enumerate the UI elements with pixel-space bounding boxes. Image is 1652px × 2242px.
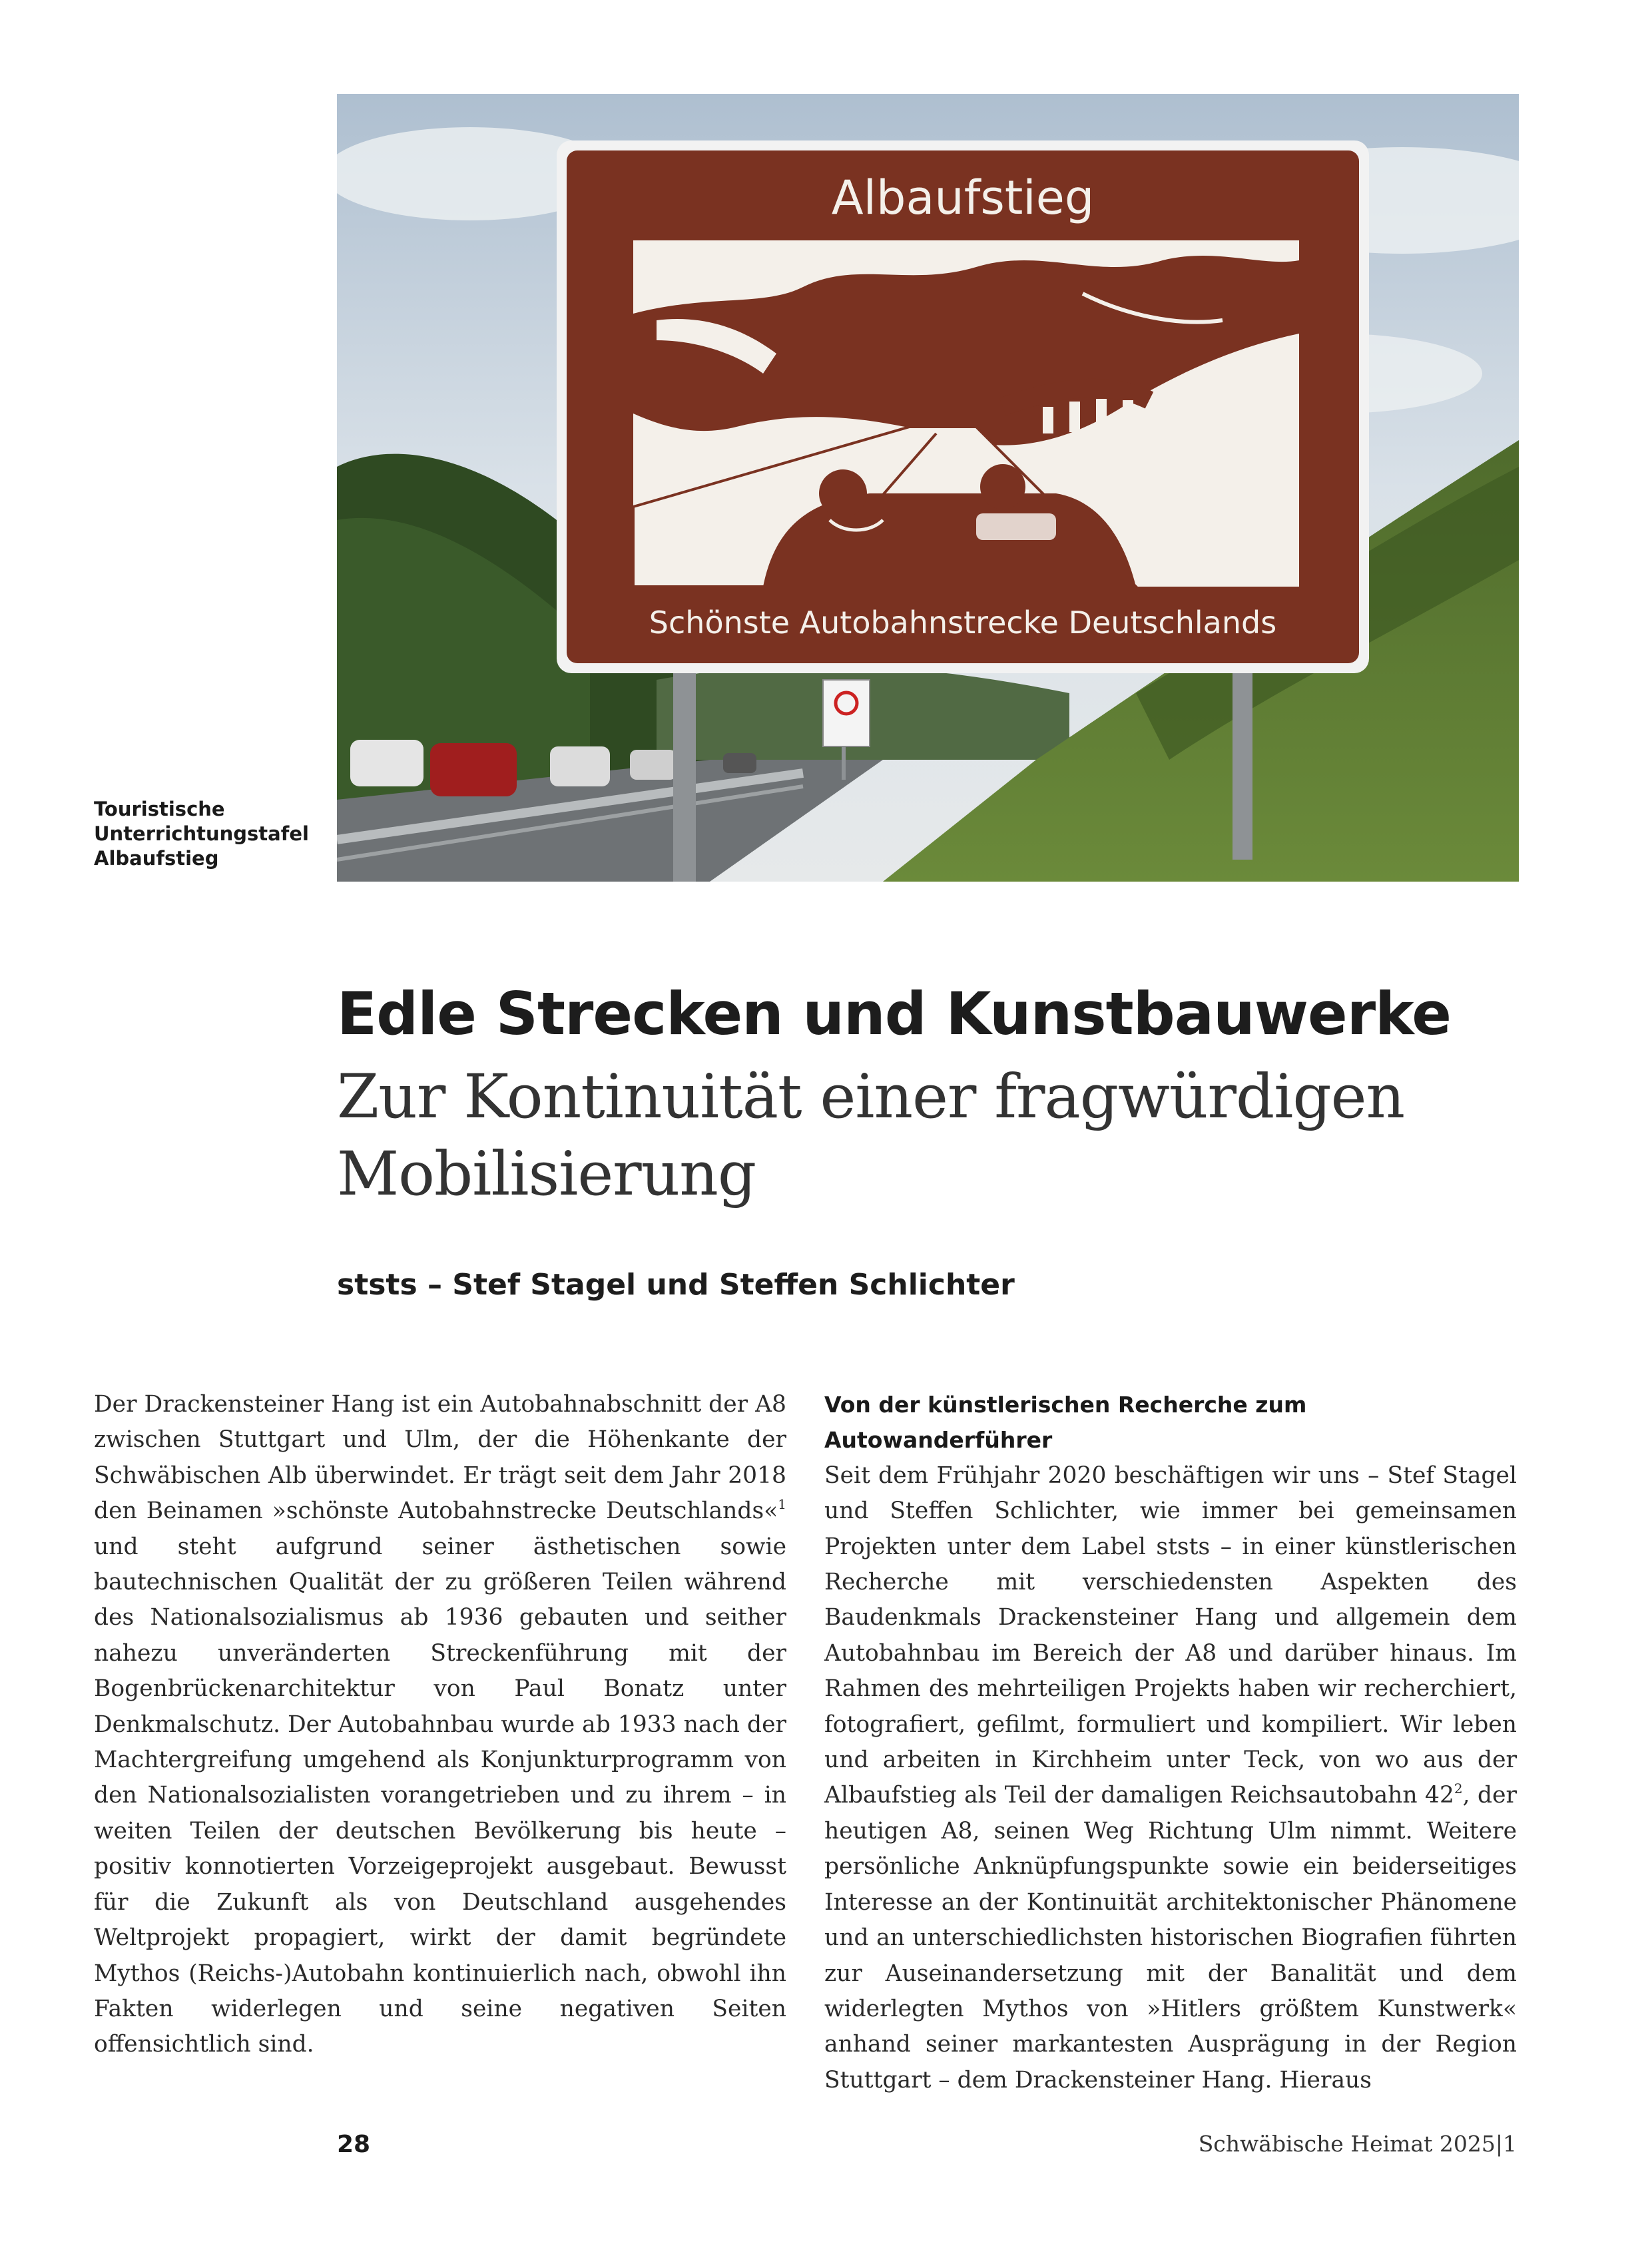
subtitle-line: Mobilisierung <box>337 1139 756 1209</box>
body-text: Seit dem Frühjahr 2020 beschäftigen wir uns – Stef Stagel und Steffen Schlichter, wie immer bei gemeinsamen Projekten unter dem Label ststs – in einer künstlerischen Recherche mit verschiedensten Aspekten des Baudenkmals Drackensteiner Hang und allgemein dem Autobahnbau im Bereich der A8 und darüber hinaus. Im Rahmen des mehrteiligen Projekts haben wir recherchiert, fotografiert, gefilmt, formuliert und kompiliert. Wir leben und arbeiten in Kirchheim unter Teck, von wo aus der Albaufstieg als Teil der damaligen Reichsautobahn 42 <box>824 1462 1517 1809</box>
caption-line: Unterrichtungstafel <box>94 822 309 845</box>
caption-line: Touristische <box>94 798 225 820</box>
footnote-ref: 2 <box>1454 1781 1463 1797</box>
article-title: Edle Strecken und Kunstbauwerke <box>337 980 1451 1048</box>
photo-caption <box>94 797 314 871</box>
section-heading: Von der künstlerischen Recherche zum Autowanderführer <box>824 1392 1307 1454</box>
body-paragraph <box>824 1458 1517 2098</box>
body-text: , der heutigen A8, seinen Weg Richtung Ulm nimmt. Weitere persönliche Anknüpfungspunkte sowie ein beiderseitiges Interesse an der Kontinuität architektonischer Phänomene und an unterschiedlichsten historischen Biografien führten zur Auseinandersetzung mit der Banalität und dem widerlegten Mythos von »Hitlers größtem Kunstwerk« anhand seiner markantesten Ausprägung in der Region Stuttgart – dem Drackensteiner Hang. Hieraus <box>824 1782 1517 2094</box>
magazine-issue: Schwäbische Heimat 2025|1 <box>1198 2131 1517 2157</box>
sign-subtitle: Schönste Autobahnstrecke Deutschlands <box>649 605 1277 641</box>
article-authors: ststs – Stef Stagel und Steffen Schlichter <box>337 1268 1015 1302</box>
footnote-ref: 1 <box>778 1496 786 1513</box>
page-number: 28 <box>337 2131 371 2158</box>
sign-title: Albaufstieg <box>831 170 1095 225</box>
body-text: Der Drackensteiner Hang ist ein Autobahnabschnitt der A8 zwischen Stuttgart und Ulm, der die Höhenkante der Schwäbischen Alb überwindet. Er trägt seit dem Jahr 2018 den Beinamen »schönste Autobahnstrecke Deutschlands« <box>94 1391 786 1525</box>
caption-line: Albaufstieg <box>94 847 219 870</box>
sign-photo <box>337 94 1519 882</box>
body-paragraph <box>94 1387 786 2063</box>
body-column-left <box>94 1387 786 2063</box>
subtitle-line: Zur Kontinuität einer fragwürdigen <box>337 1062 1405 1132</box>
body-text: und steht aufgrund seiner ästhetischen sowie bautechnischen Qualität der zu größeren Teilen während des Nationalsozialismus ab 1936 gebauten und seither nahezu unveränderten Streckenführung mit der Bogenbrückenarchitektur von Paul Bonatz unter Denkmalschutz. Der Autobahnbau wurde ab 1933 nach der Machtergreifung umgehend als Konjunkturprogramm von den Nationalsozialisten vorangetrieben und zu ihrem – in weiten Teilen der deutschen Bevölkerung bis heute – positiv konnotierten Vorzeigeprojekt ausgebaut. Bewusst für die Zukunft als von Deutschland ausgehendes Weltprojekt propagiert, wirkt der damit begründete Mythos (Reichs-)Autobahn kontinuierlich nach, obwohl ihn Fakten widerlegen und seine negativen Seiten offensichtlich sind. <box>94 1533 786 2058</box>
body-column-right <box>824 1387 1517 2098</box>
article-subtitle <box>337 1059 1602 1213</box>
